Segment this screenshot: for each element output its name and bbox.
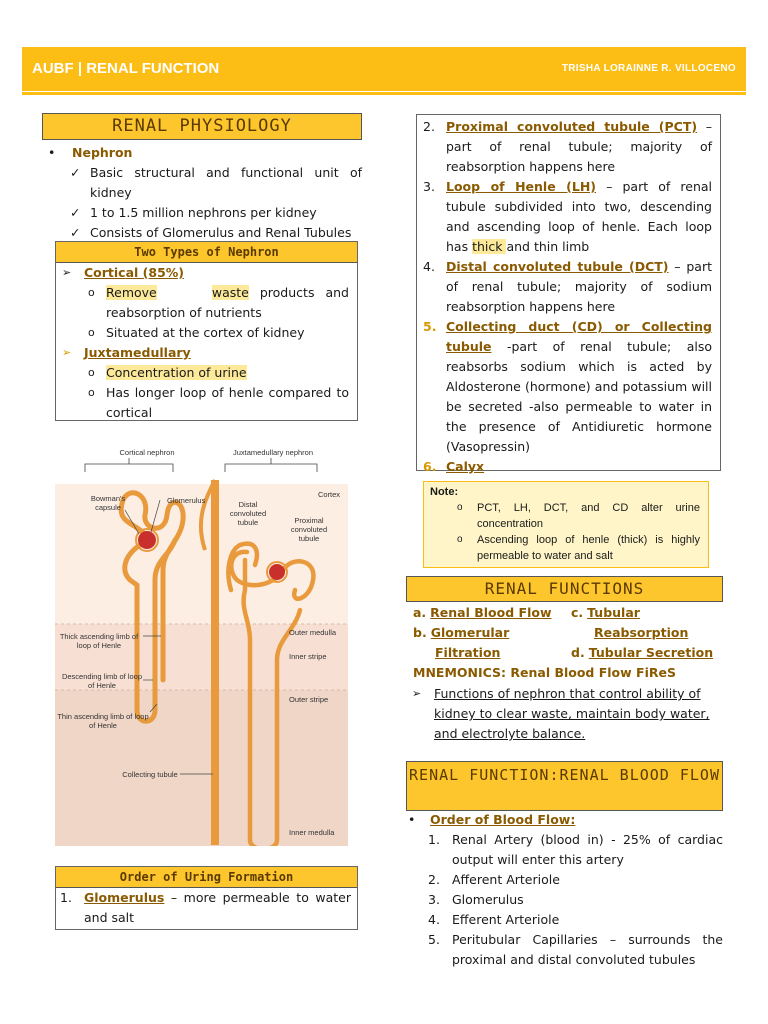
nephron-types-title: Two Types of Nephron [56, 242, 357, 263]
checkmark-icon: ✓ [70, 225, 81, 240]
tubule-item: 6. Calyx [423, 459, 485, 474]
circle-bullet-icon: o [457, 502, 463, 513]
tubule-item: 5. Collecting duct (CD) or Collecting tubule -part of renal tubule; also reabsorbs sodium which is acted by Aldosterone (hormone) and potassium will be secreted -also permeable to water in the presence of Antidiuretic hormone (Vasopressin) [423, 319, 712, 454]
blood-flow-item: 5. Peritubular Capillaries – surrounds the proximal and distal convoluted tubules [428, 932, 723, 967]
juxta-point: o Concentration of urine [56, 363, 357, 383]
header-title: AUBF | RENAL FUNCTION [32, 60, 220, 77]
diagram-label: Distal convoluted tubule [229, 500, 267, 527]
cortical-heading: ➢ Cortical (85%) [56, 263, 357, 283]
function-item-d: d. Tubular Secretion [571, 645, 714, 660]
blood-flow-item: 4. Efferent Arteriole [428, 912, 560, 927]
function-item-c-cont: Reabsorption [594, 625, 689, 640]
note-title: Note: [430, 486, 459, 498]
functions-description: ➢ Functions of nephron that control ability of kidney to clear waste, maintain body water, and electrolyte balance. [412, 686, 710, 741]
header-bar [22, 47, 746, 91]
blood-flow-heading: • Order of Blood Flow: [406, 810, 723, 830]
nephron-point: ✓ 1 to 1.5 million nephrons per kidney [42, 203, 362, 223]
section-title-renal-blood-flow: RENAL FUNCTION:RENAL BLOOD FLOW [406, 761, 723, 811]
diagram-label: Outer stripe [289, 695, 329, 704]
diagram-label: Bowman's capsule [90, 494, 126, 512]
urine-formation-title: Order of Uring Formation [56, 867, 357, 888]
mnemonics-text: MNEMONICS: Renal Blood Flow FiReS [413, 665, 676, 680]
diagram-label: Collecting tubule [122, 770, 178, 779]
blood-flow-list [406, 810, 723, 970]
diagram-label: Thick ascending limb of loop of Henle [59, 632, 139, 650]
blood-flow-item: 2. Afferent Arteriole [428, 872, 560, 887]
checkmark-icon: ✓ [70, 165, 81, 180]
diagram-label: Glomerulus [167, 496, 206, 505]
bullet-icon: • [48, 145, 56, 160]
diagram-label: Inner stripe [289, 652, 327, 661]
checkmark-icon: ✓ [70, 205, 81, 220]
bullet-icon: • [408, 812, 416, 827]
header-author: TRISHA LORAINNE R. VILLOCENO [561, 63, 736, 74]
function-item-b-cont: Filtration [435, 645, 501, 660]
diagram-label: Juxtamedullary nephron [232, 448, 314, 457]
note-item: o Ascending loop of henle (thick) is highly permeable to water and salt [457, 534, 700, 562]
left-column [42, 113, 362, 243]
tubule-item: 2. Proximal convoluted tubule (PCT) – part of renal tubule; majority of reabsorption happens here [423, 119, 712, 174]
urine-formation-item: 1. Glomerulus – more permeable to water and salt [60, 890, 351, 925]
arrow-bullet-icon: ➢ [412, 687, 422, 700]
diagram-label: Cortex [317, 490, 341, 499]
diagram-label: Inner medulla [289, 828, 335, 837]
circle-bullet-icon: o [88, 326, 95, 339]
urine-formation-box [55, 866, 358, 930]
diagram-label: Descending limb of loop of Henle [61, 672, 143, 690]
function-item-c: c. Tubular [571, 605, 640, 620]
blood-flow-item: 3. Glomerulus [428, 892, 524, 907]
circle-bullet-icon: o [457, 534, 463, 545]
blood-flow-item: 1. Renal Artery (blood in) - 25% of cardiac output will enter this artery [428, 832, 723, 867]
tubule-item: 4. Distal convoluted tubule (DCT) – part of renal tubule; majority of sodium reabsorption happens here [423, 259, 712, 314]
nephron-heading: • Nephron [42, 143, 362, 163]
diagram-label: Proximal convoluted tubule [290, 516, 328, 543]
circle-bullet-icon: o [88, 386, 95, 399]
circle-bullet-icon: o [88, 366, 95, 379]
cortical-point: o Remove waste products and reabsorption of nutrients [88, 285, 349, 320]
note-box [423, 481, 709, 568]
tubule-list-box [416, 114, 721, 474]
nephron-types-box [55, 241, 358, 421]
circle-bullet-icon: o [88, 286, 95, 299]
nephron-point: ✓ Consists of Glomerulus and Renal Tubules [42, 223, 362, 243]
note-item: o PCT, LH, DCT, and CD alter urine concentration [457, 502, 700, 530]
diagram-label: Cortical nephron [119, 448, 175, 457]
juxta-heading: ➢ Juxtamedullary [56, 343, 357, 363]
arrow-bullet-icon: ➢ [62, 266, 72, 279]
function-item-a: a. Renal Blood Flow [413, 605, 552, 620]
nephron-diagram [55, 440, 348, 846]
nephron-point: ✓ Basic structural and functional unit of kidney [70, 165, 362, 200]
section-title-renal-physiology: RENAL PHYSIOLOGY [42, 113, 362, 140]
diagram-label: Outer medulla [289, 628, 337, 637]
diagram-label: Thin ascending limb of loop of Henle [57, 712, 149, 730]
tubule-item: 3. Loop of Henle (LH) – part of renal tubule subdivided into two, descending and ascending loop of henle. Each loop has thick and thin limb [423, 179, 713, 254]
arrow-bullet-icon: ➢ [62, 346, 72, 359]
function-item-b: b. Glomerular [413, 625, 510, 640]
cortical-point: o Situated at the cortex of kidney [56, 323, 357, 343]
section-title-renal-functions: RENAL FUNCTIONS [406, 576, 723, 602]
juxta-point: o Has longer loop of henle compared to cortical [88, 385, 349, 420]
header-underline [22, 92, 746, 95]
